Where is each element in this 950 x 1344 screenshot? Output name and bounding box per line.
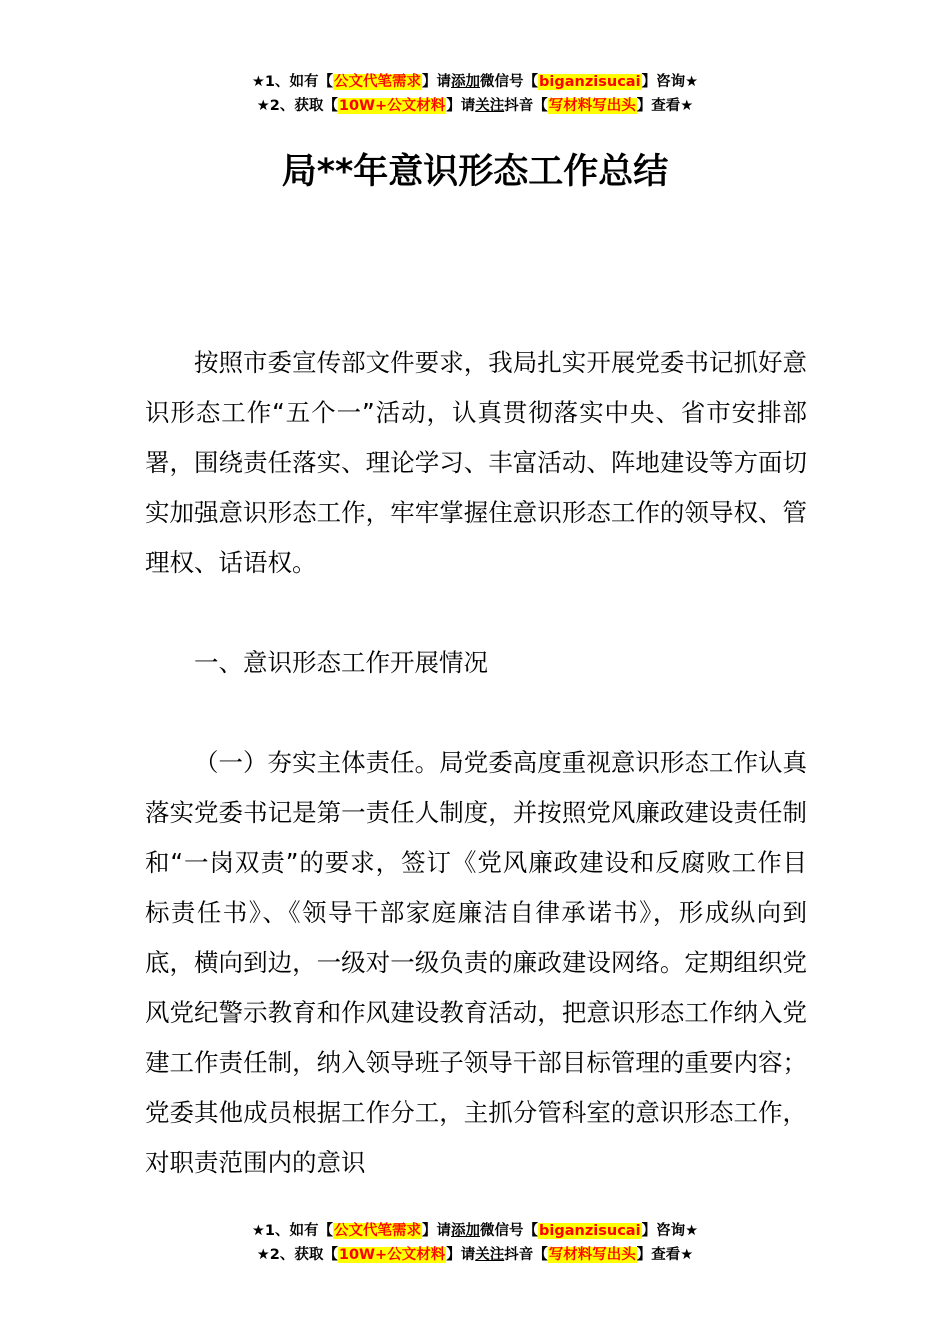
footer-banner	[0, 1219, 950, 1267]
banner-line-2: ★2、获取【10W+公文材料】请关注抖音【写材料写出头】查看★	[256, 1247, 694, 1263]
paragraph-subsection-1: （一）夯实主体责任。局党委高度重视意识形态工作认真落实党委书记是第一责任人制度，并按照党风廉政建设责任制和“一岗双责”的要求，签订《党风廉政建设和反腐败工作目标责任书》、《领导干部家庭廉洁自律承诺书》，形成纵向到底，横向到边，一级对一级负责的廉政建设网络。定期组织党风党纪警示教育和作风建设教育活动，把意识形态工作纳入党建工作责任制，纳入领导班子领导干部目标管理的重要内容；党委其他成员根据工作分工，主抓分管科室的意识形态工作，对职责范围内的意识	[145, 748, 807, 1177]
header-banner	[0, 70, 950, 118]
banner-highlight-service: 公文代笔需求	[334, 1223, 422, 1239]
section-heading-1: 一、意识形态工作开展情况	[194, 648, 488, 677]
banner-highlight-materials: 10W+公文材料	[338, 1247, 446, 1263]
paragraph-intro: 按照市委宣传部文件要求，我局扎实开展党委书记抓好意识形态工作“五个一”活动，认真贯彻落实中央、省市安排部署，围绕责任落实、理论学习、丰富活动、阵地建设等方面切实加强意识形态工作，牢牢掌握住意识形态工作的领导权、管理权、话语权。	[145, 348, 807, 577]
banner-highlight-wechat: biganzisucai	[539, 1223, 641, 1239]
banner-line-1: ★1、如有【公文代笔需求】请添加微信号【biganzisucai】咨询★	[251, 1223, 699, 1239]
banner-highlight-wechat: biganzisucai	[539, 74, 641, 90]
banner-highlight-materials: 10W+公文材料	[338, 98, 446, 114]
banner-highlight-service: 公文代笔需求	[334, 74, 422, 90]
banner-highlight-douyin: 写材料写出头	[548, 98, 636, 114]
banner-highlight-douyin: 写材料写出头	[548, 1247, 636, 1263]
banner-line-2: ★2、获取【10W+公文材料】请关注抖音【写材料写出头】查看★	[256, 98, 694, 114]
banner-line-1: ★1、如有【公文代笔需求】请添加微信号【biganzisucai】咨询★	[251, 74, 699, 90]
document-title: 局**年意识形态工作总结	[281, 152, 669, 192]
